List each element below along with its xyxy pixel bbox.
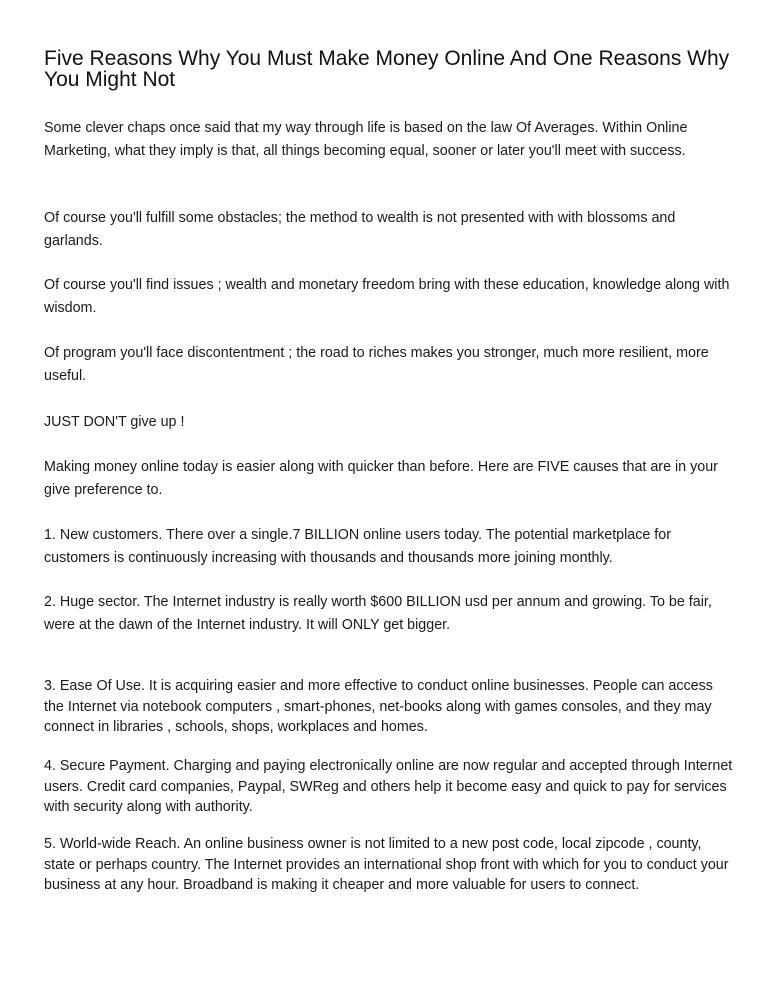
paragraph-reason-1: 1. New customers. There over a single.7 BILLION online users today. The potential marketplace for customers is continuously increasing with thousands and thousands more joining monthly.	[44, 527, 671, 566]
document-title: Five Reasons Why You Must Make Money Online And One Reasons Why You Might Not	[44, 47, 730, 91]
paragraph-reason-5: 5. World-wide Reach. An online business owner is not limited to a new post code, local zipcode , county, state or perhaps country. The Internet provides an international shop front with which for you to conduct your business at any hour. Broadband is making it cheaper and more valuable for users to connect.	[44, 836, 729, 893]
paragraph-dont-give-up: JUST DON'T give up !	[44, 414, 185, 430]
paragraph-reason-3: 3. Ease Of Use. It is acquiring easier and more effective to conduct online businesses. People can access the Internet via notebook computers , smart-phones, net-books along with games consoles, and they may connect in libraries , schools, shops, workplaces and homes.	[44, 678, 713, 735]
paragraph-intro: Some clever chaps once said that my way through life is based on the law Of Averages. Within Online Marketing, what they imply is that, all things becoming equal, sooner or later you'll meet with success.	[44, 120, 688, 159]
paragraph-reason-2: 2. Huge sector. The Internet industry is really worth $600 BILLION usd per annum and growing. To be fair, were at the dawn of the Internet industry. It will ONLY get bigger.	[44, 594, 712, 633]
paragraph-five-causes-intro: Making money online today is easier along with quicker than before. Here are FIVE causes that are in your give preference to.	[44, 459, 718, 498]
paragraph-obstacles: Of course you'll fulfill some obstacles; the method to wealth is not presented with with blossoms and garlands.	[44, 210, 676, 249]
paragraph-reason-4: 4. Secure Payment. Charging and paying electronically online are now regular and accepted through Internet users. Credit card companies, Paypal, SWReg and others help it become easy and quick to pay for services with security along with authority.	[44, 758, 733, 815]
paragraph-issues: Of course you'll find issues ; wealth and monetary freedom bring with these education, knowledge along with wisdom.	[44, 277, 730, 316]
paragraph-discontentment: Of program you'll face discontentment ; the road to riches makes you stronger, much more resilient, more useful.	[44, 345, 709, 384]
